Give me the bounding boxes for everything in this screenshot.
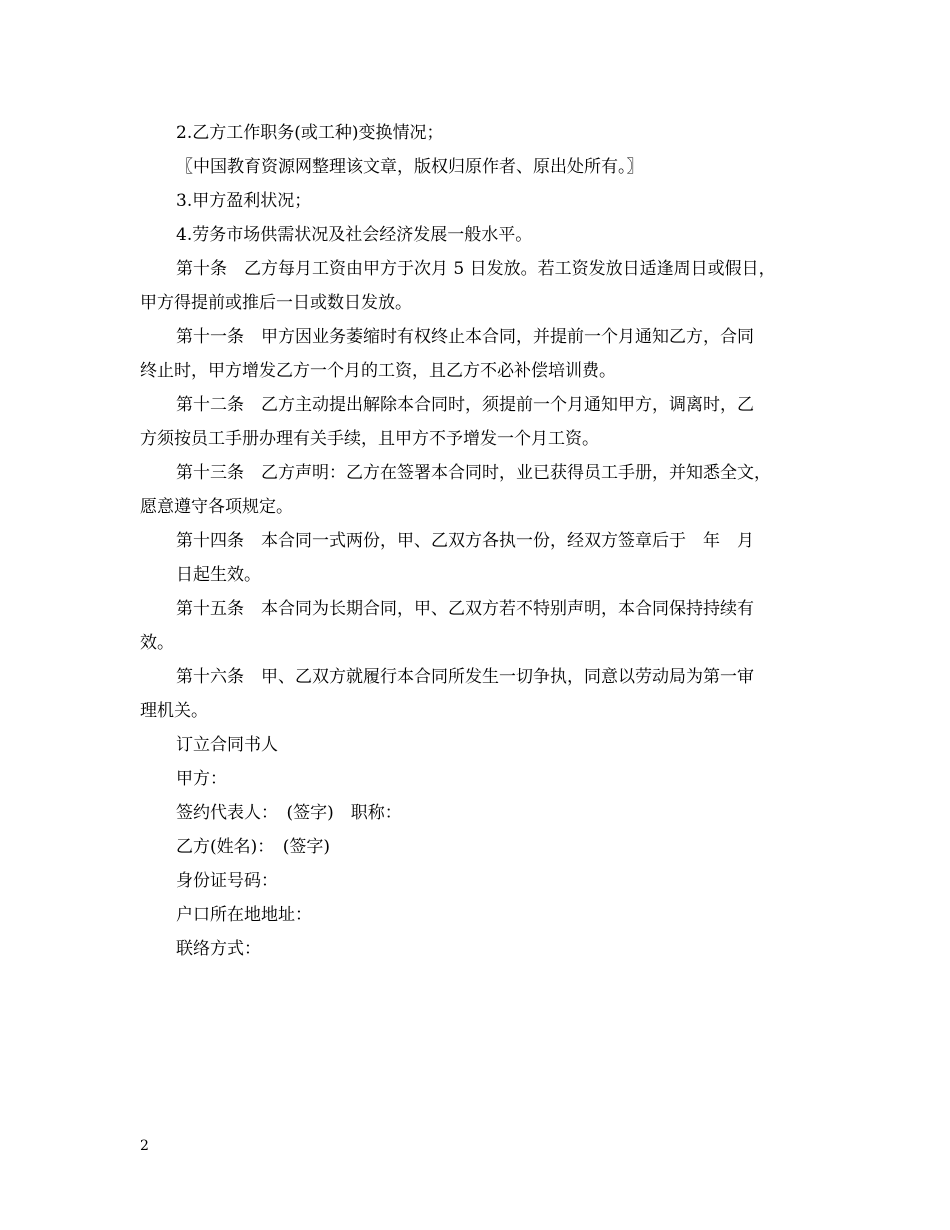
article-16-line-1: 第十六条 甲、乙双方就履行本合同所发生一切争执，同意以劳动局为第一审 [176,667,754,687]
article-11-line-2: 终止时，甲方增发乙方一个月的工资，且乙方不必补偿培训费。 [140,361,616,381]
party-a-label: 甲方： [176,769,227,789]
article-14-line-1: 第十四条 本合同一式两份，甲、乙双方各执一份，经双方签章后于 年 月 [176,531,754,551]
party-b-name-label: 乙方(姓名)： (签字) [176,837,331,857]
article-12-line-2: 方须按员工手册办理有关手续，且甲方不予增发一个月工资。 [140,429,599,449]
signing-representative-label: 签约代表人： (签字) 职称： [176,803,402,823]
page-number: 2 [140,1138,149,1154]
household-address-label: 户口所在地地址： [176,905,312,925]
clause-item-4: 4.劳务市场供需状况及社会经济发展一般水平。 [176,225,533,245]
article-15-line-1: 第十五条 本合同为长期合同，甲、乙双方若不特别声明，本合同保持持续有 [176,599,754,619]
article-15-line-2: 效。 [140,633,174,653]
article-14-line-2: 日起生效。 [176,565,261,585]
signatories-heading: 订立合同书人 [176,735,278,755]
clause-item-2: 2.乙方工作职务(或工种)变换情况； [176,123,444,143]
article-11-line-1: 第十一条 甲方因业务萎缩时有权终止本合同，并提前一个月通知乙方，合同 [176,327,754,347]
article-12-line-1: 第十二条 乙方主动提出解除本合同时，须提前一个月通知甲方，调离时，乙 [176,395,754,415]
clause-item-3: 3.甲方盈利状况； [176,191,312,211]
document-body [140,116,828,966]
article-13-line-2: 愿意遵守各项规定。 [140,497,293,517]
article-16-line-2: 理机关。 [140,701,208,721]
article-10-line-2: 甲方得提前或推后一日或数日发放。 [140,293,412,313]
article-13-line-1: 第十三条 乙方声明：乙方在签署本合同时，业已获得员工手册，并知悉全文， [176,463,771,483]
id-number-label: 身份证号码： [176,871,278,891]
contact-label: 联络方式： [176,939,261,959]
source-note: 〖中国教育资源网整理该文章，版权归原作者、原出处所有。〗 [176,157,644,177]
article-10-line-1: 第十条 乙方每月工资由甲方于次月 5 日发放。若工资发放日适逢周日或假日， [176,259,776,279]
